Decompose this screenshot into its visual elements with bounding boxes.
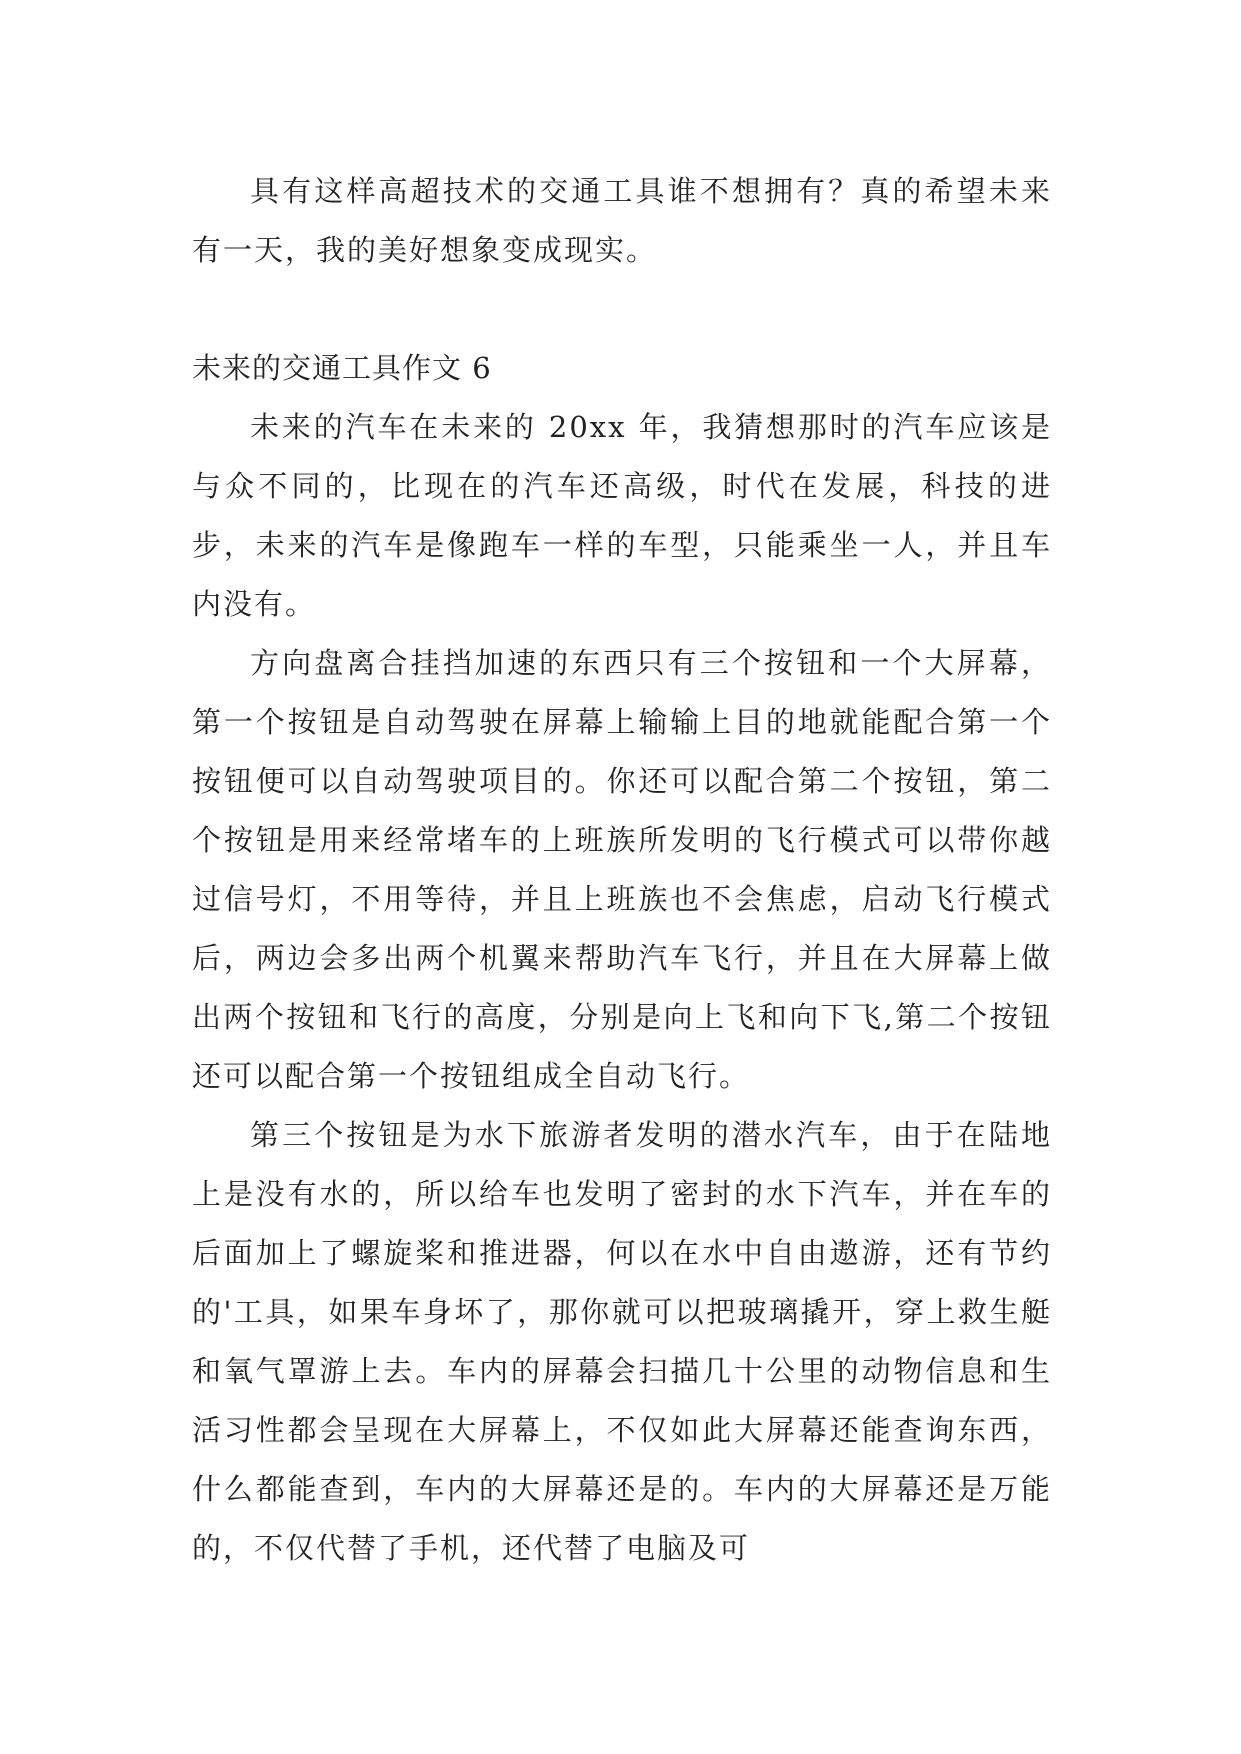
paragraph-1: 未来的汽车在未来的 20xx 年，我猜想那时的汽车应该是与众不同的，比现在的汽车还高级，时代在发展，科技的进步，未来的汽车是像跑车一样的车型，只能乘坐一人，并且车内没有。: [192, 410, 1052, 621]
document-body: [192, 162, 1052, 1578]
section-title: 未来的交通工具作文 6: [192, 351, 492, 385]
paragraph-intro-closing: 具有这样高超技术的交通工具谁不想拥有？真的希望未来有一天，我的美好想象变成现实。: [192, 174, 1052, 267]
paragraph-3: 第三个按钮是为水下旅游者发明的潜水汽车，由于在陆地上是没有水的，所以给车也发明了密封的水下汽车，并在车的后面加上了螺旋桨和推进器，何以在水中自由遨游，还有节约的'工具，如果车身坏了，那你就可以把玻璃撬开，穿上救生艇和氧气罩游上去。车内的屏幕会扫描几十公里的动物信息和生活习性都会呈现在大屏幕上，不仅如此大屏幕还能查询东西，什么都能查到，车内的大屏幕还是的。车内的大屏幕还是万能的，不仅代替了手机，还代替了电脑及可: [192, 1118, 1052, 1565]
paragraph-2: 方向盘离合挂挡加速的东西只有三个按钮和一个大屏幕，第一个按钮是自动驾驶在屏幕上输输上目的地就能配合第一个按钮便可以自动驾驶项目的。你还可以配合第二个按钮，第二个按钮是用来经常堵车的上班族所发明的飞行模式可以带你越过信号灯，不用等待，并且上班族也不会焦虑，启动飞行模式后，两边会多出两个机翼来帮助汽车飞行，并且在大屏幕上做出两个按钮和飞行的高度，分别是向上飞和向下飞,第二个按钮还可以配合第一个按钮组成全自动飞行。: [192, 646, 1052, 1093]
